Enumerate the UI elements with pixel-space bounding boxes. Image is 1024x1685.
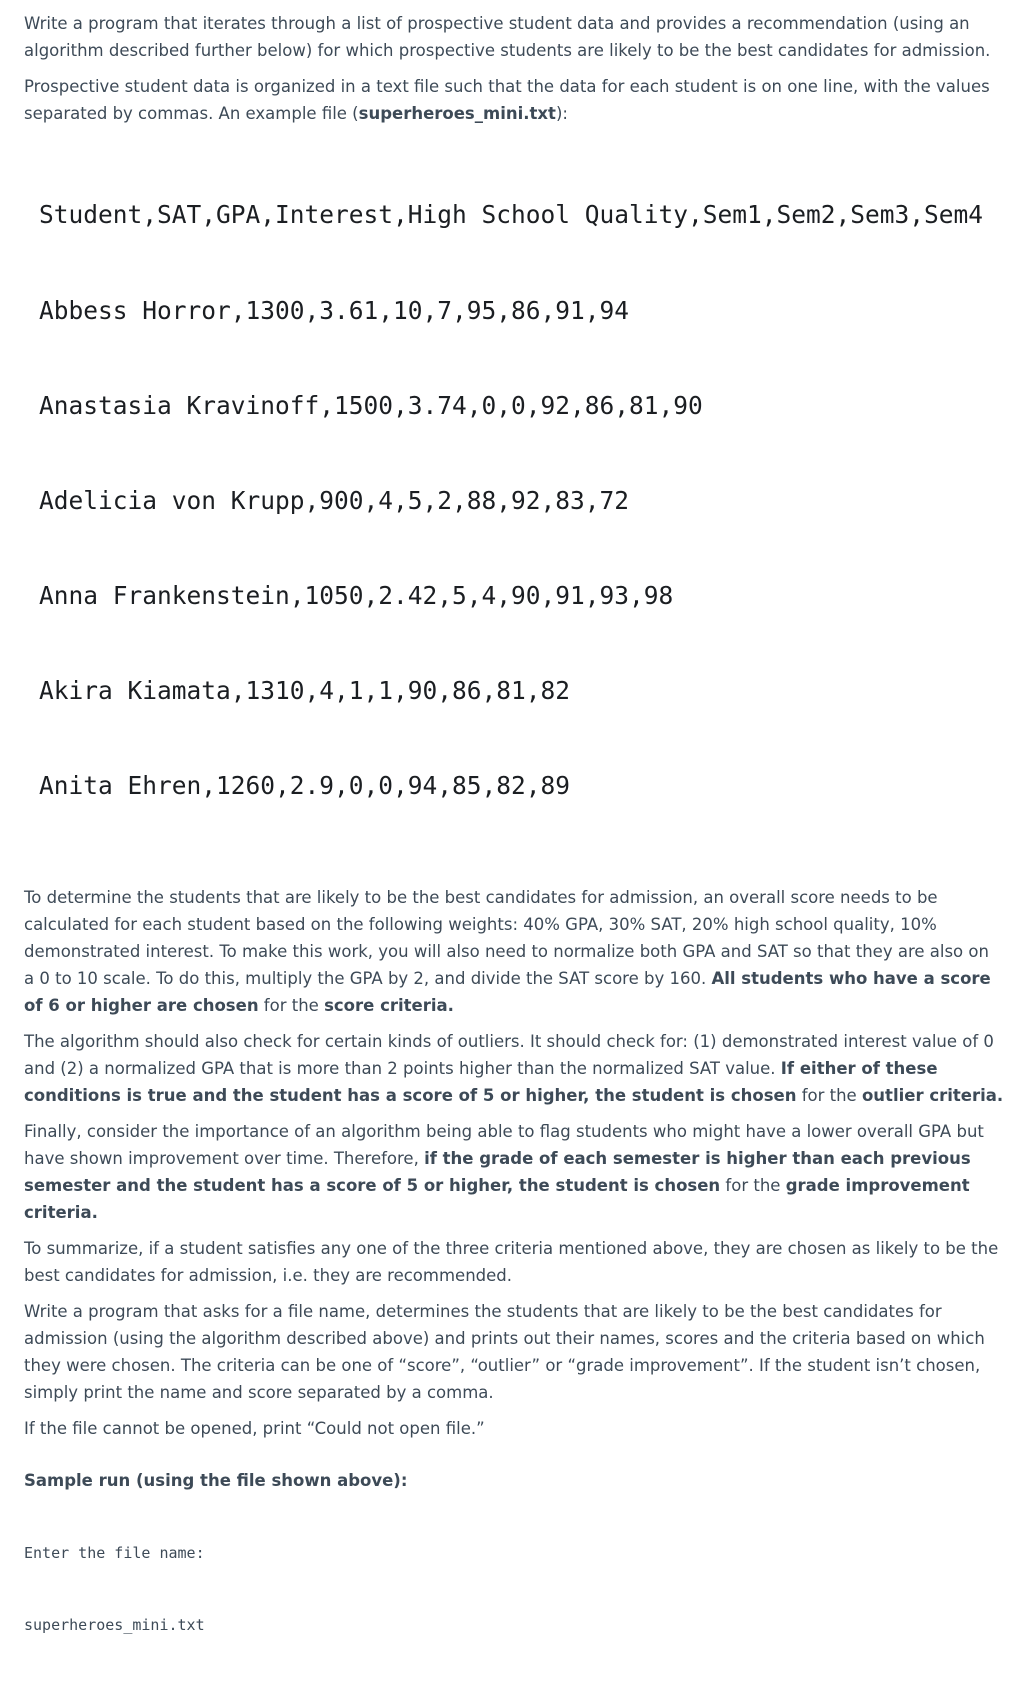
code-line: Anna Frankenstein,1050,2.42,5,4,90,91,93,98: [39, 580, 674, 610]
code-line: Akira Kiamata,1310,4,1,1,90,86,81,82: [39, 675, 571, 705]
assignment-document: [24, 10, 1004, 1685]
console-line: Enter the file name:: [24, 1544, 205, 1563]
improvement-rule: if the grade of each semester is higher than each previous semester and the student has a score of 5 or higher, the student is chosen: [24, 1149, 971, 1196]
outlier-criteria-paragraph: [24, 1028, 1004, 1109]
outlier-text: The algorithm should also check for certain kinds of outliers. It should check for: (1) demonstrated interest value of 0 and (2) a normalized GPA that is more than 2 points higher than the normalized SAT value.: [24, 1032, 994, 1079]
score-criteria-paragraph: [24, 884, 1004, 1019]
score-text: To determine the students that are likely to be the best candidates for admission, an overall score needs to be calculated for each student based on the following weights: 40% GPA, 30% SAT, 20% high school quality, 10% demonstrated interest. To make this work, you will also need to normalize both GPA and SAT so that they are also on a 0 to 10 scale. To do this, multiply the GPA by 2, and divide the SAT score by 160.: [24, 888, 989, 989]
file-format-text: Prospective student data is organized in a text file such that the data for each student is on one line, with the values separated by commas. An example file (: [24, 77, 990, 123]
sample-run-heading: Sample run (using the file shown above):: [24, 1471, 408, 1491]
spacer: [24, 1451, 1004, 1468]
file-format-text-end: ):: [555, 104, 568, 123]
code-line: Anita Ehren,1260,2.9,0,0,94,85,82,89: [39, 770, 571, 800]
code-line: Student,SAT,GPA,Interest,High School Quality,Sem1,Sem2,Sem3,Sem4: [39, 200, 984, 230]
code-line: Abbess Horror,1300,3.61,10,7,95,86,91,94: [39, 295, 630, 325]
file-format-paragraph: [24, 73, 1004, 127]
code-line: Anastasia Kravinoff,1500,3.74,0,0,92,86,81,90: [39, 390, 703, 420]
example-file-code-block: [39, 136, 1004, 865]
file-error-paragraph: If the file cannot be opened, print “Could not open file.”: [24, 1419, 485, 1439]
outlier-criteria-label: outlier criteria.: [861, 1086, 1004, 1106]
program-task-paragraph: Write a program that asks for a file name, determines the students that are likely to be the best candidates for admission (using the algorithm described above) and prints out their names, scores and the criteria based on which they were chosen. The criteria can be one of “score”, “outlier” or “grade improvement”. If the student isn’t chosen, simply print the name and score separated by a comma.: [24, 1302, 985, 1403]
outlier-connector: for the: [796, 1086, 862, 1106]
summary-paragraph: To summarize, if a student satisfies any one of the three criteria mentioned above, they are chosen as likely to be the best candidates for admission, i.e. they are recommended.: [24, 1239, 999, 1286]
code-line: Adelicia von Krupp,900,4,5,2,88,92,83,72: [39, 485, 630, 515]
improvement-text: Finally, consider the importance of an algorithm being able to flag students who might have a lower overall GPA but have shown improvement over time. Therefore,: [24, 1122, 984, 1169]
improvement-criteria-label: grade improvement criteria.: [24, 1176, 970, 1223]
improvement-connector: for the: [720, 1176, 786, 1196]
score-connector: for the: [258, 996, 325, 1016]
sample-run-console: [24, 1493, 1004, 1685]
score-rule: All students who have a score of 6 or higher are chosen: [24, 969, 991, 1016]
intro-paragraph: Write a program that iterates through a list of prospective student data and provides a recommendation (using an algorithm described further below) for which prospective students are likely to be the best candidates for admission.: [24, 14, 991, 60]
score-criteria-label: score criteria.: [324, 996, 454, 1016]
outlier-rule: If either of these conditions is true and the student has a score of 5 or higher, the student is chosen: [24, 1059, 938, 1106]
improvement-criteria-paragraph: [24, 1118, 1004, 1226]
console-line: superheroes_mini.txt: [24, 1616, 205, 1635]
example-filename: superheroes_mini.txt: [358, 104, 556, 123]
